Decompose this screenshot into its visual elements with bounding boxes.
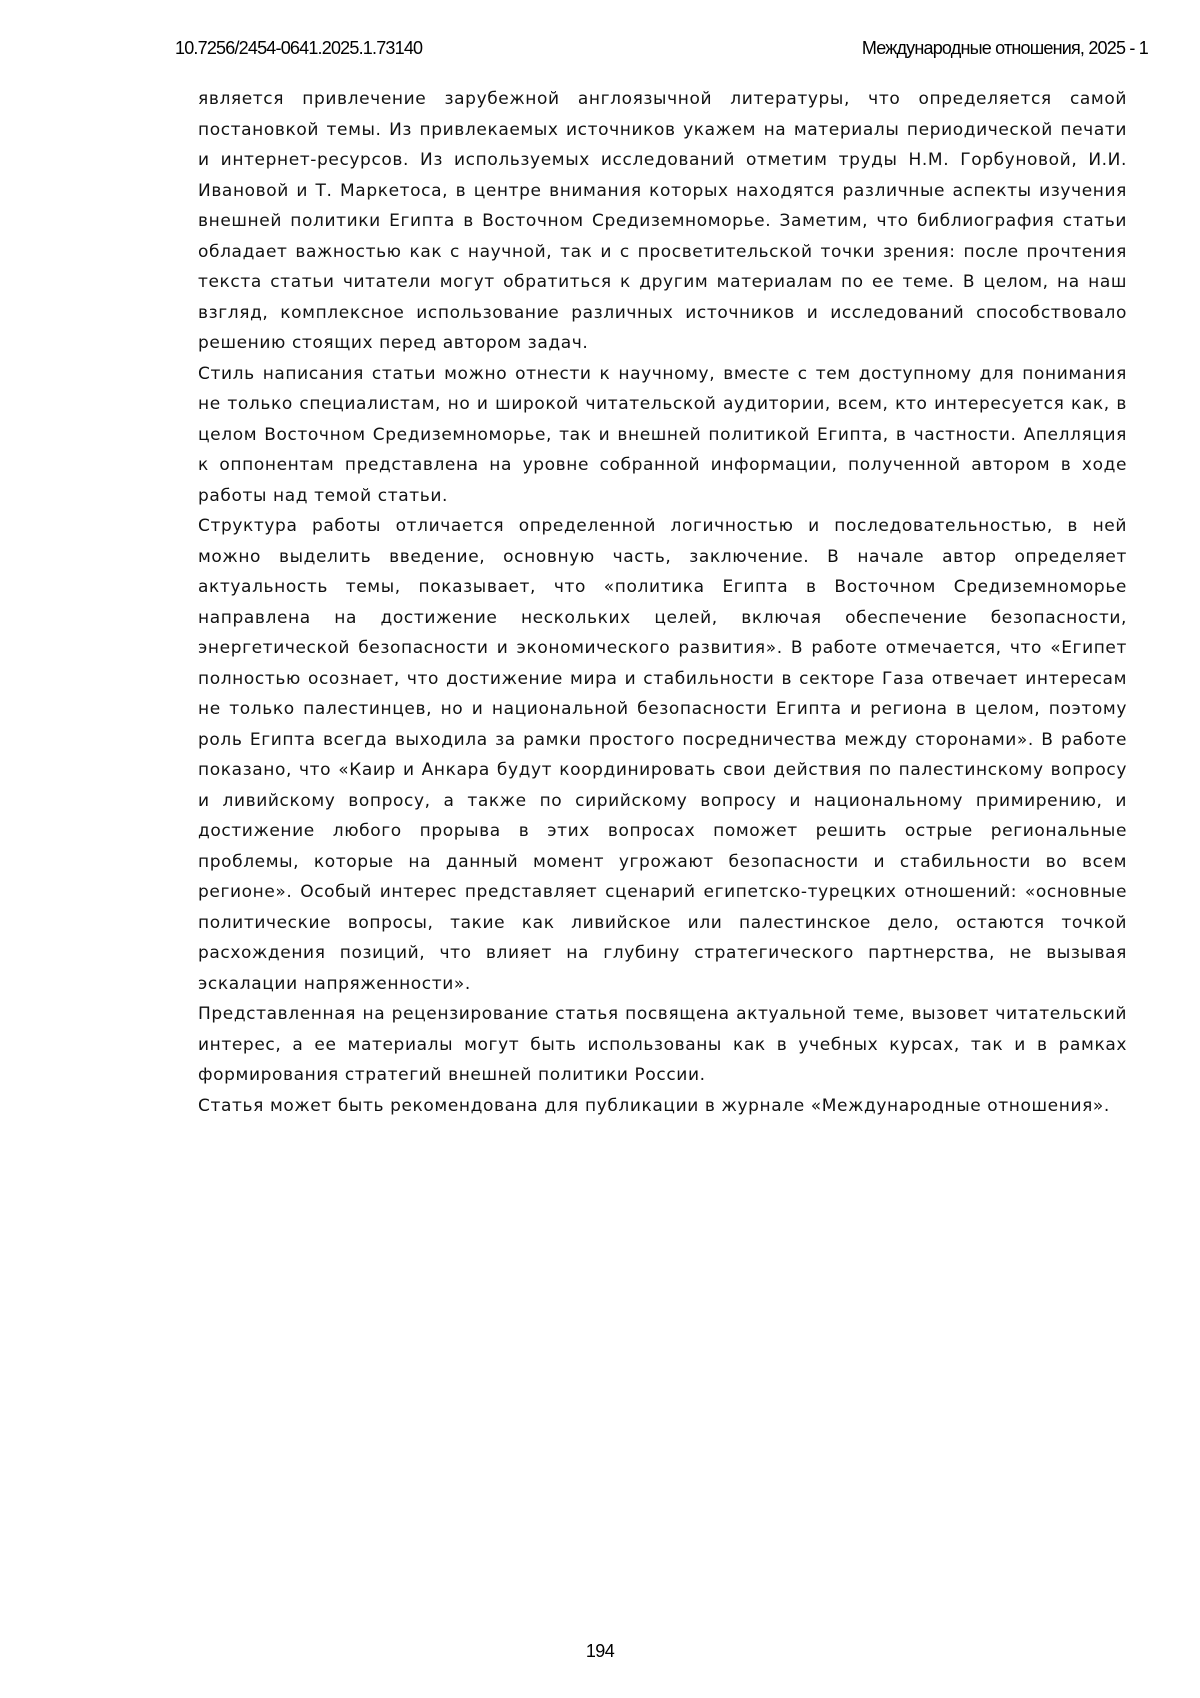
doi-label: 10.7256/2454-0641.2025.1.73140 (175, 38, 423, 58)
paragraph: Стиль написания статьи можно отнести к научному, вместе с тем доступному для понимания не только специалистам, но и широкой читательской аудитории, всем, кто интересуется как, в целом Восточном Средиземноморье, так и внешней политикой Египта, в частности. Апелляция к оппонентам представлена на уровне собранной информации, полученной автором в ходе работы над темой статьи. (198, 363, 1127, 506)
paragraph: Структура работы отличается определенной логичностью и последовательностью, в ней можно выделить введение, основную часть, заключение. В начале автор определяет актуальность темы, показывает, что «политика Египта в Восточном Средиземноморье направлена на достижение нескольких целей, включая обеспечение безопасности, энергетической безопасности и экономического развития». В работе отмечается, что «Египет полностью осознает, что достижение мира и стабильности в секторе Газа отвечает интересам не только палестинцев, но и национальной безопасности Египта и региона в целом, поэтому роль Египта всегда выходила за рамки простого посредничества между сторонами». В работе показано, что «Каир и Анкара будут координировать свои действия по палестинскому вопросу и ливийскому вопросу, а также по сирийскому вопросу и национальному примирению, и достижение любого прорыва в этих вопросах поможет решить острые региональные проблемы, которые на данный момент угрожают безопасности и стабильности во всем регионе». Особый интерес представляет сценарий египетско-турецких отношений: «основные политические вопросы, такие как ливийское или палестинское дело, остаются точкой расхождения позиций, что влияет на глубину стратегического партнерства, не вызывая эскалации напряженности». (198, 516, 1127, 994)
paragraph: Статья может быть рекомендована для публикации в журнале «Международные отношения». (198, 1095, 1110, 1116)
paragraph: является привлечение зарубежной англоязычной литературы, что определяется самой постановкой темы. Из привлекаемых источников укажем на материалы периодической печати и интернет-ресурсов. Из используемых исследований отметим труды Н.М. Горбуновой, И.И. Ивановой и Т. Маркетоса, в центре внимания которых находятся различные аспекты изучения внешней политики Египта в Восточном Средиземноморье. Заметим, что библиография статьи обладает важностью как с научной, так и с просветительской точки зрения: после прочтения текста статьи читатели могут обратиться к другим материалам по ее теме. В целом, на наш взгляд, комплексное использование различных источников и исследований способствовало решению стоящих перед автором задач. (198, 89, 1127, 353)
article-body (198, 84, 1127, 1121)
page-number: 194 (585, 1641, 615, 1661)
paragraph: Представленная на рецензирование статья посвящена актуальной теме, вызовет читательский интерес, а ее материалы могут быть использованы как в учебных курсах, так и в рамках формирования стратегий внешней политики России. (198, 1004, 1127, 1085)
running-header (175, 38, 1148, 62)
journal-title: Международные отношения, 2025 - 1 (861, 38, 1148, 58)
